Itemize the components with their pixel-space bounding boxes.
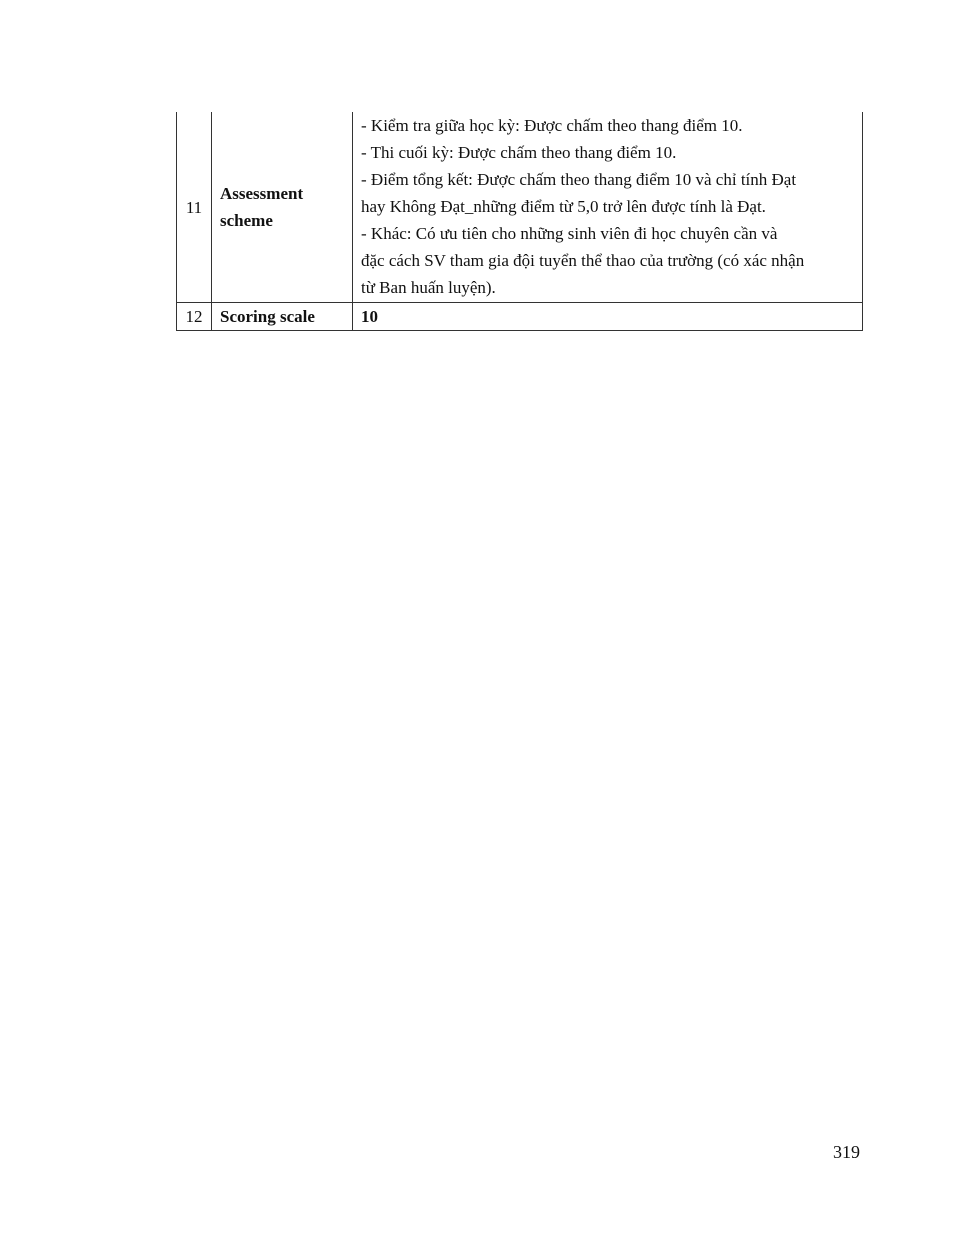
assessment-scheme-content <box>353 112 863 303</box>
row-number: 11 <box>177 112 212 303</box>
content-line: - Điểm tổng kết: Được chấm theo thang điểm 10 và chỉ tính Đạt <box>361 170 797 189</box>
content-line: đặc cách SV tham gia đội tuyển thể thao của trường (có xác nhận <box>361 251 805 270</box>
content-line: - Kiểm tra giữa học kỳ: Được chấm theo thang điểm 10. <box>361 116 743 135</box>
content-line: từ Ban huấn luyện). <box>361 278 496 297</box>
page-number: 319 <box>833 1142 860 1162</box>
content-line: - Thi cuối kỳ: Được chấm theo thang điểm 10. <box>361 143 677 162</box>
scoring-scale-value: 10 <box>353 303 863 331</box>
table-row <box>177 303 863 331</box>
table-row <box>177 112 863 303</box>
content-line: hay Không Đạt_những điểm từ 5,0 trở lên được tính là Đạt. <box>361 197 766 216</box>
row-number: 12 <box>177 303 212 331</box>
course-spec-table <box>176 112 863 331</box>
row-label: Assessment scheme <box>212 112 353 303</box>
row-label: Scoring scale <box>212 303 353 331</box>
content-line: - Khác: Có ưu tiên cho những sinh viên đi học chuyên cần và <box>361 224 778 243</box>
